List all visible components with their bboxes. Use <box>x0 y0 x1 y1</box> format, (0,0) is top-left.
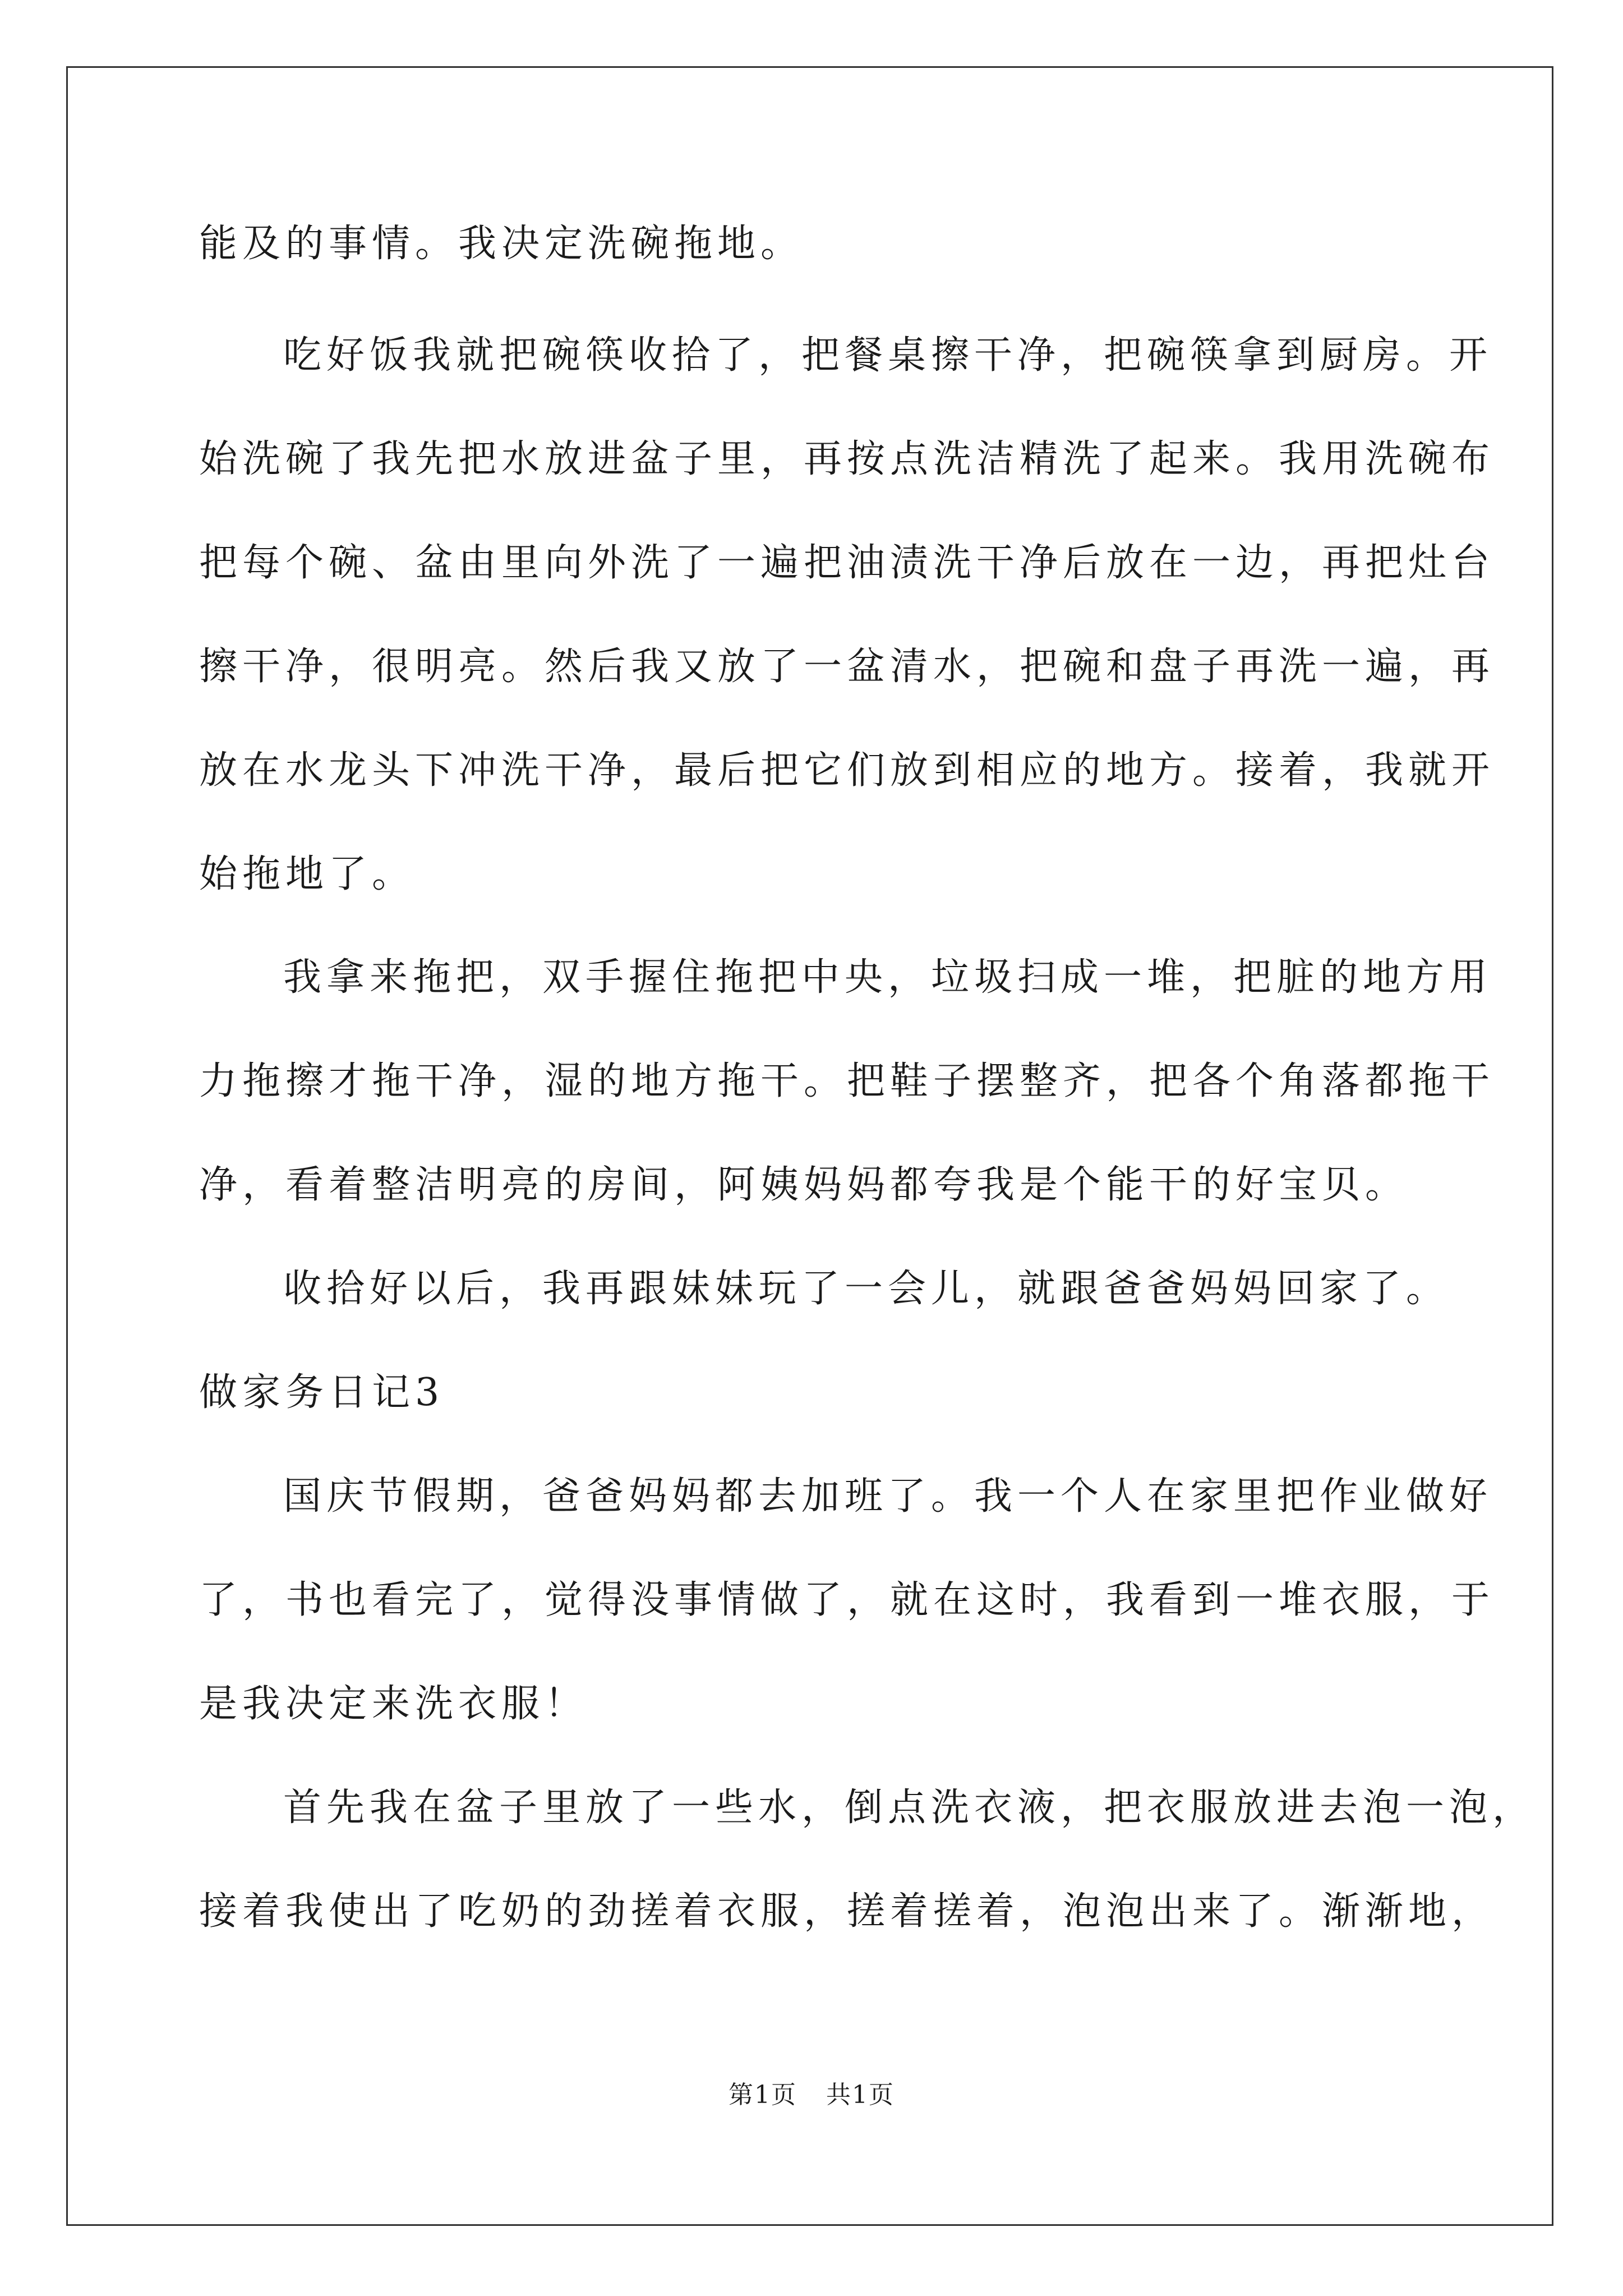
text-line: 了，书也看完了，觉得没事情做了，就在这时，我看到一堆衣服，于 <box>199 1578 1495 1622</box>
text-line: 始洗碗了我先把水放进盆子里，再按点洗洁精洗了起来。我用洗碗布 <box>199 437 1495 481</box>
text-line: 力拖擦才拖干净，湿的地方拖干。把鞋子摆整齐，把各个角落都拖干 <box>199 1059 1495 1103</box>
text-line: 是我决定来洗衣服！ <box>199 1682 588 1726</box>
text-line: 能及的事情。我决定洗碗拖地。 <box>199 222 804 266</box>
page-footer <box>0 2078 1623 2112</box>
text-line: 吃好饭我就把碗筷收拾了，把餐桌擦干净，把碗筷拿到厨房。开 <box>283 333 1493 378</box>
section-heading: 做家务日记3 <box>199 1370 445 1415</box>
text-line: 我拿来拖把，双手握住拖把中央，垃圾扫成一堆，把脏的地方用 <box>283 955 1493 1000</box>
text-line: 擦干净，很明亮。然后我又放了一盆清水，把碗和盘子再洗一遍，再 <box>199 645 1495 689</box>
text-line: 接着我使出了吃奶的劲搓着衣服，搓着搓着，泡泡出来了。渐渐地， <box>199 1889 1495 1934</box>
text-line: 国庆节假期，爸爸妈妈都去加班了。我一个人在家里把作业做好 <box>283 1474 1493 1519</box>
page-total: 共1页 <box>826 2081 895 2109</box>
text-line: 始拖地了。 <box>199 852 416 896</box>
text-line: 把每个碗、盆由里向外洗了一遍把油渍洗干净后放在一边，再把灶台 <box>199 541 1495 585</box>
text-line: 首先我在盆子里放了一些水，倒点洗衣液，把衣服放进去泡一泡， <box>283 1786 1536 1830</box>
text-line: 净，看着整洁明亮的房间，阿姨妈妈都夸我是个能干的好宝贝。 <box>199 1163 1409 1207</box>
page-number: 第1页 <box>728 2081 797 2109</box>
text-line: 放在水龙头下冲洗干净，最后把它们放到相应的地方。接着，我就开 <box>199 748 1495 793</box>
text-line: 收拾好以后，我再跟妹妹玩了一会儿，就跟爸爸妈妈回家了。 <box>283 1267 1450 1311</box>
